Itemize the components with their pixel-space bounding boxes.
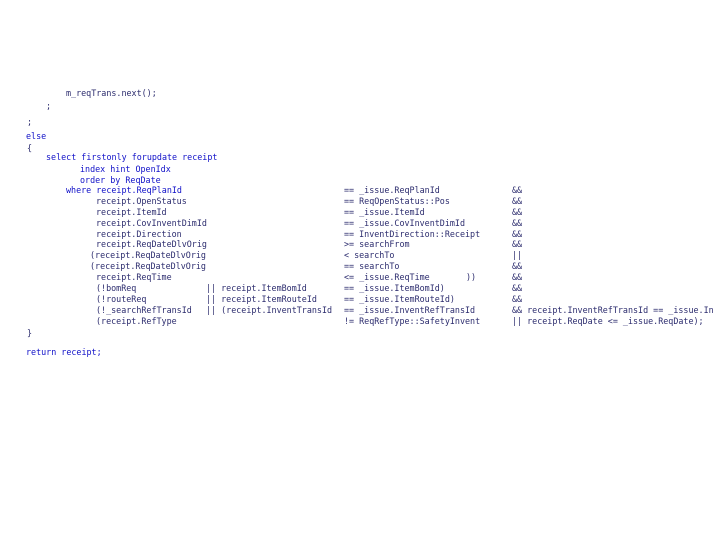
code-text: || receipt.ReqDate <= _issue.ReqDate); (512, 316, 704, 326)
code-text: } (27, 328, 33, 338)
code-text: && (512, 283, 523, 293)
code-text: receipt.Direction (96, 229, 182, 239)
code-text: != ReqRefType::SafetyInvent (344, 316, 481, 326)
code-text: && (512, 185, 523, 195)
code-text: (!routeReq (96, 294, 147, 304)
code-text: || (512, 250, 523, 260)
code-text: == ReqOpenStatus::Pos (344, 196, 450, 206)
code-text: ; (27, 117, 33, 127)
code-text: || (receipt.InventTransId (206, 305, 333, 315)
code-text: == _issue.ItemBomId) (344, 283, 445, 293)
code-text: receipt.OpenStatus (96, 196, 187, 206)
code-text: (receipt.ReqDateDlvOrig (90, 261, 206, 271)
code-text: (!bomReq (96, 283, 137, 293)
code-text: (!_searchRefTransId (96, 305, 192, 315)
code-text: m_reqTrans.next(); (66, 88, 157, 98)
code-line (0, 87, 720, 99)
code-text: || receipt.ItemBomId (206, 283, 307, 293)
code-text: == searchTo (344, 261, 400, 271)
code-text: || receipt.ItemRouteId (206, 294, 317, 304)
code-text: && (512, 218, 523, 228)
code-text: && (512, 294, 523, 304)
code-keyword: else (26, 131, 47, 141)
code-text: (receipt.ReqDateDlvOrig (90, 250, 206, 260)
code-text: receipt.ReqDateDlvOrig (96, 239, 207, 249)
code-line (0, 130, 720, 142)
code-text: >= searchFrom (344, 239, 410, 249)
code-text: && (512, 229, 523, 239)
code-text: < searchTo (344, 250, 395, 260)
code-text: ; (46, 101, 52, 111)
code-keyword: return receipt; (26, 347, 102, 357)
code-keyword: index hint OpenIdx (80, 164, 171, 174)
code-text: && (512, 272, 523, 282)
code-text: && (512, 207, 523, 217)
code-text: == InventDirection::Receipt (344, 229, 481, 239)
code-text: { (27, 143, 33, 153)
code-text: == _issue.CovInventDimId (344, 218, 466, 228)
code-text: && (512, 239, 523, 249)
code-text: )) (466, 272, 477, 282)
code-text: receipt.ReqTime (96, 272, 172, 282)
code-text: && (512, 196, 523, 206)
code-text: where receipt.ReqPlanId (66, 185, 182, 195)
code-text: && (512, 261, 523, 271)
code-text: == _issue.ReqPlanId (344, 185, 440, 195)
code-line (0, 100, 720, 112)
code-text: receipt.CovInventDimId (96, 218, 207, 228)
code-line (0, 327, 720, 339)
code-text: == _issue.InventRefTransId (344, 305, 476, 315)
code-line (0, 315, 720, 327)
code-text: == _issue.ItemId (344, 207, 425, 217)
code-text: receipt.ItemId (96, 207, 167, 217)
code-line (0, 116, 720, 128)
code-text: (receipt.RefType (96, 316, 177, 326)
code-text: && receipt.InventRefTransId == _issue.In (512, 305, 714, 315)
code-text: <= _issue.ReqTime (344, 272, 430, 282)
code-keyword: order by ReqDate (80, 175, 161, 185)
code-keyword: select firstonly forupdate receipt (46, 152, 218, 162)
code-line (0, 346, 720, 358)
code-text: == _issue.ItemRouteId) (344, 294, 455, 304)
code-line (0, 151, 720, 163)
